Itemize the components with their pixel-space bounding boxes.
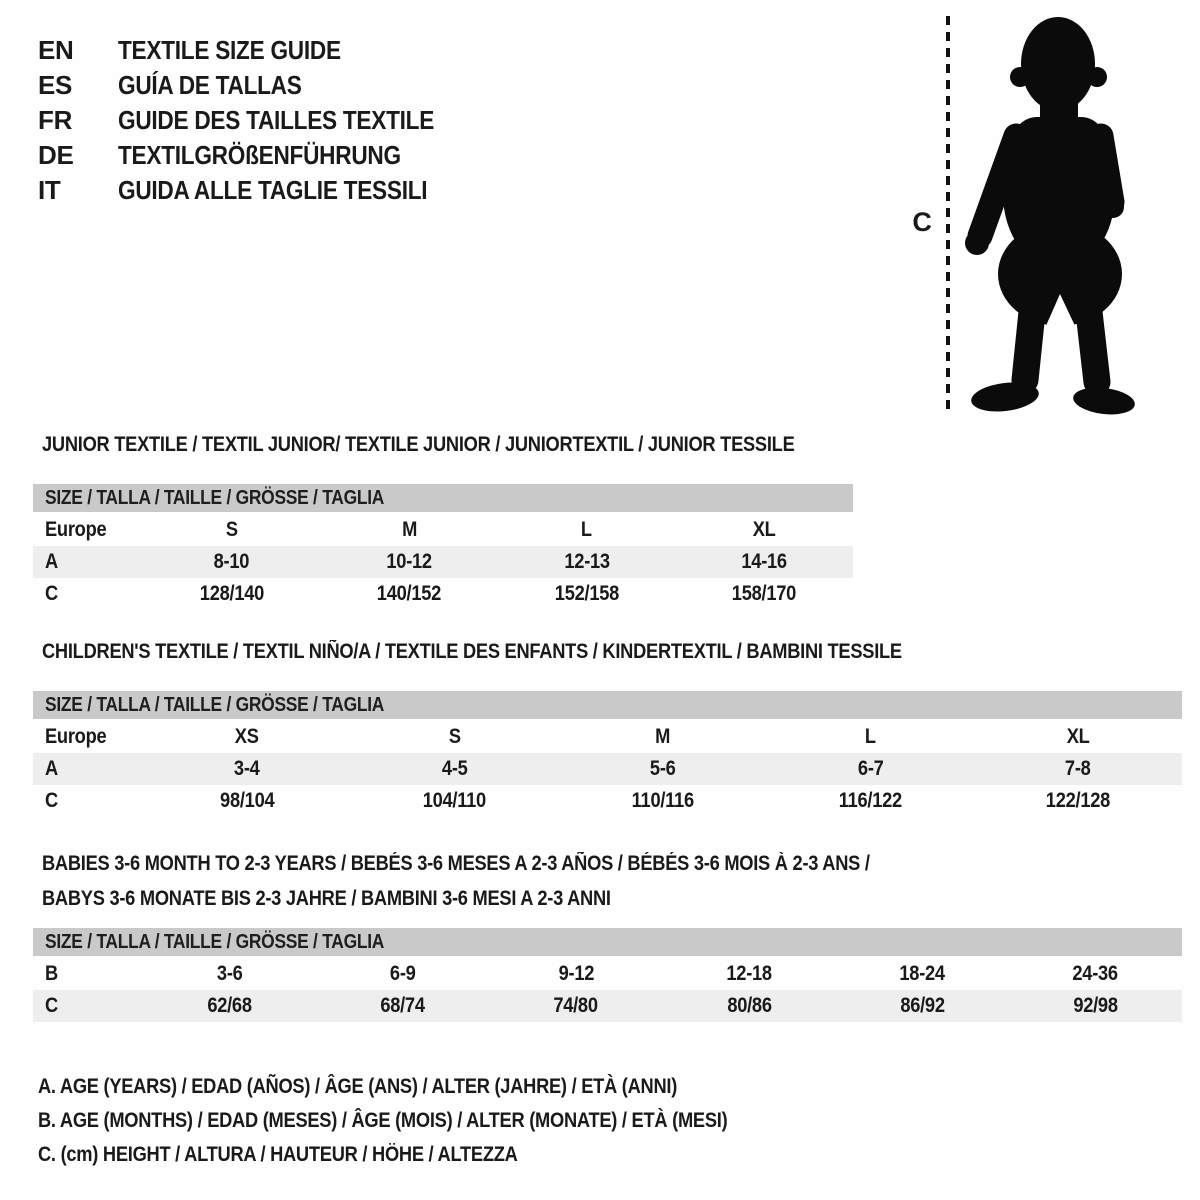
row-label-cell: C xyxy=(45,789,58,812)
table-row xyxy=(33,990,1182,1022)
size-cell: S xyxy=(448,725,461,748)
size-cell: 7-8 xyxy=(1065,757,1091,780)
size-cell: M xyxy=(401,518,417,541)
table-row xyxy=(33,785,1182,817)
size-cell: 122/128 xyxy=(1045,789,1111,812)
size-cell: 104/110 xyxy=(423,789,487,812)
table-row xyxy=(33,514,853,546)
language-code: DE xyxy=(38,140,74,170)
size-cell: 98/104 xyxy=(219,789,275,812)
size-cell: 4-5 xyxy=(441,757,468,780)
size-cell: M xyxy=(655,725,670,748)
table-row xyxy=(33,578,853,610)
row-label-cell: Europe xyxy=(45,518,107,541)
row-label-cell: A xyxy=(45,757,58,780)
junior-size-table xyxy=(33,484,853,610)
size-cell: 6-9 xyxy=(389,962,416,985)
toddler-silhouette-icon xyxy=(958,14,1138,419)
table-row xyxy=(33,721,1182,753)
size-cell: 6-7 xyxy=(857,757,884,780)
size-cell: 3-6 xyxy=(216,962,243,985)
table-row xyxy=(33,753,1182,785)
measure-label-c: C xyxy=(912,207,932,237)
babies-size-table xyxy=(33,928,1182,1022)
size-cell: 5-6 xyxy=(649,757,676,780)
size-cell: S xyxy=(225,518,238,541)
language-code: EN xyxy=(38,35,74,65)
language-row xyxy=(38,68,481,103)
size-cell: 110/116 xyxy=(631,789,694,812)
size-cell: 3-4 xyxy=(234,757,260,780)
size-header-bar: SIZE / TALLA / TAILLE / GRÖSSE / TAGLIA xyxy=(33,928,1182,956)
size-cell: XS xyxy=(234,725,259,748)
size-cell: 116/122 xyxy=(838,789,902,812)
row-label-cell: A xyxy=(45,550,58,573)
row-label-cell: Europe xyxy=(45,725,107,748)
size-cell: 140/152 xyxy=(377,582,442,605)
size-cell: L xyxy=(581,518,593,541)
language-code: FR xyxy=(38,105,73,135)
footnote-legend xyxy=(38,1070,830,1172)
junior-section-title: JUNIOR TEXTILE / TEXTIL JUNIOR/ TEXTILE JUNIOR / JUNIORTEXTIL / JUNIOR TESSILE xyxy=(42,433,795,456)
size-cell: XL xyxy=(752,518,776,541)
children-size-table xyxy=(33,691,1182,817)
size-cell: 92/98 xyxy=(1073,994,1118,1017)
language-label: GUIDE DES TAILLES TEXTILE xyxy=(118,105,435,135)
size-cell: 152/158 xyxy=(554,582,619,605)
size-cell: 18-24 xyxy=(899,962,945,985)
size-cell: XL xyxy=(1066,725,1090,748)
size-cell: 158/170 xyxy=(732,582,797,605)
language-row xyxy=(38,103,481,138)
language-label: GUÍA DE TALLAS xyxy=(118,70,302,100)
size-cell: 12-18 xyxy=(726,962,772,985)
language-code: ES xyxy=(38,70,73,100)
size-cell: 8-10 xyxy=(213,550,250,573)
language-row xyxy=(38,173,481,208)
size-cell: 12-13 xyxy=(564,550,610,573)
size-cell: 128/140 xyxy=(199,582,264,605)
language-row xyxy=(38,138,481,173)
language-label: TEXTILE SIZE GUIDE xyxy=(118,35,341,65)
size-cell: 62/68 xyxy=(207,994,252,1017)
language-label: TEXTILGRÖßENFÜHRUNG xyxy=(118,140,401,170)
size-cell: 10-12 xyxy=(386,550,432,573)
children-section-title: CHILDREN'S TEXTILE / TEXTIL NIÑO/A / TEXTILE DES ENFANTS / KINDERTEXTIL / BAMBINI TESSILE xyxy=(42,640,902,663)
size-cell: 24-36 xyxy=(1072,962,1119,985)
size-header-bar: SIZE / TALLA / TAILLE / GRÖSSE / TAGLIA xyxy=(33,691,1182,719)
size-cell: 68/74 xyxy=(380,994,425,1017)
language-code: IT xyxy=(38,175,61,205)
size-cell: 86/92 xyxy=(900,994,945,1017)
size-header-bar: SIZE / TALLA / TAILLE / GRÖSSE / TAGLIA xyxy=(33,484,853,512)
height-measure-line xyxy=(946,16,950,416)
row-label-cell: C xyxy=(45,994,58,1017)
footnote: C. (cm) HEIGHT / ALTURA / HAUTEUR / HÖHE / ALTEZZA xyxy=(38,1143,518,1166)
size-cell: 80/86 xyxy=(726,994,772,1017)
language-label: GUIDA ALLE TAGLIE TESSILI xyxy=(118,175,428,205)
footnote: B. AGE (MONTHS) / EDAD (MESES) / ÂGE (MOIS) / ALTER (MONATE) / ETÀ (MESI) xyxy=(38,1109,728,1132)
language-row xyxy=(38,33,481,68)
row-label-cell: C xyxy=(45,582,58,605)
size-cell: 74/80 xyxy=(553,994,599,1017)
row-label-cell: B xyxy=(45,962,58,985)
footnote: A. AGE (YEARS) / EDAD (AÑOS) / ÂGE (ANS) / ALTER (JAHRE) / ETÀ (ANNI) xyxy=(38,1075,678,1098)
table-row xyxy=(33,958,1182,990)
babies-section-title: BABIES 3-6 MONTH TO 2-3 YEARS / BEBÉS 3-6 MESES A 2-3 AÑOS / BÉBÉS 3-6 MOIS À 2-3 ANS / BABYS 3-6 MONATE BIS 2-3 JAHRE / BAMBINI 3-6 MESI A 2-3 ANNI xyxy=(42,852,870,910)
size-cell: L xyxy=(864,725,876,748)
size-cell: 9-12 xyxy=(558,962,594,985)
language-title-list xyxy=(38,33,481,208)
table-row xyxy=(33,546,853,578)
size-cell: 14-16 xyxy=(741,550,787,573)
